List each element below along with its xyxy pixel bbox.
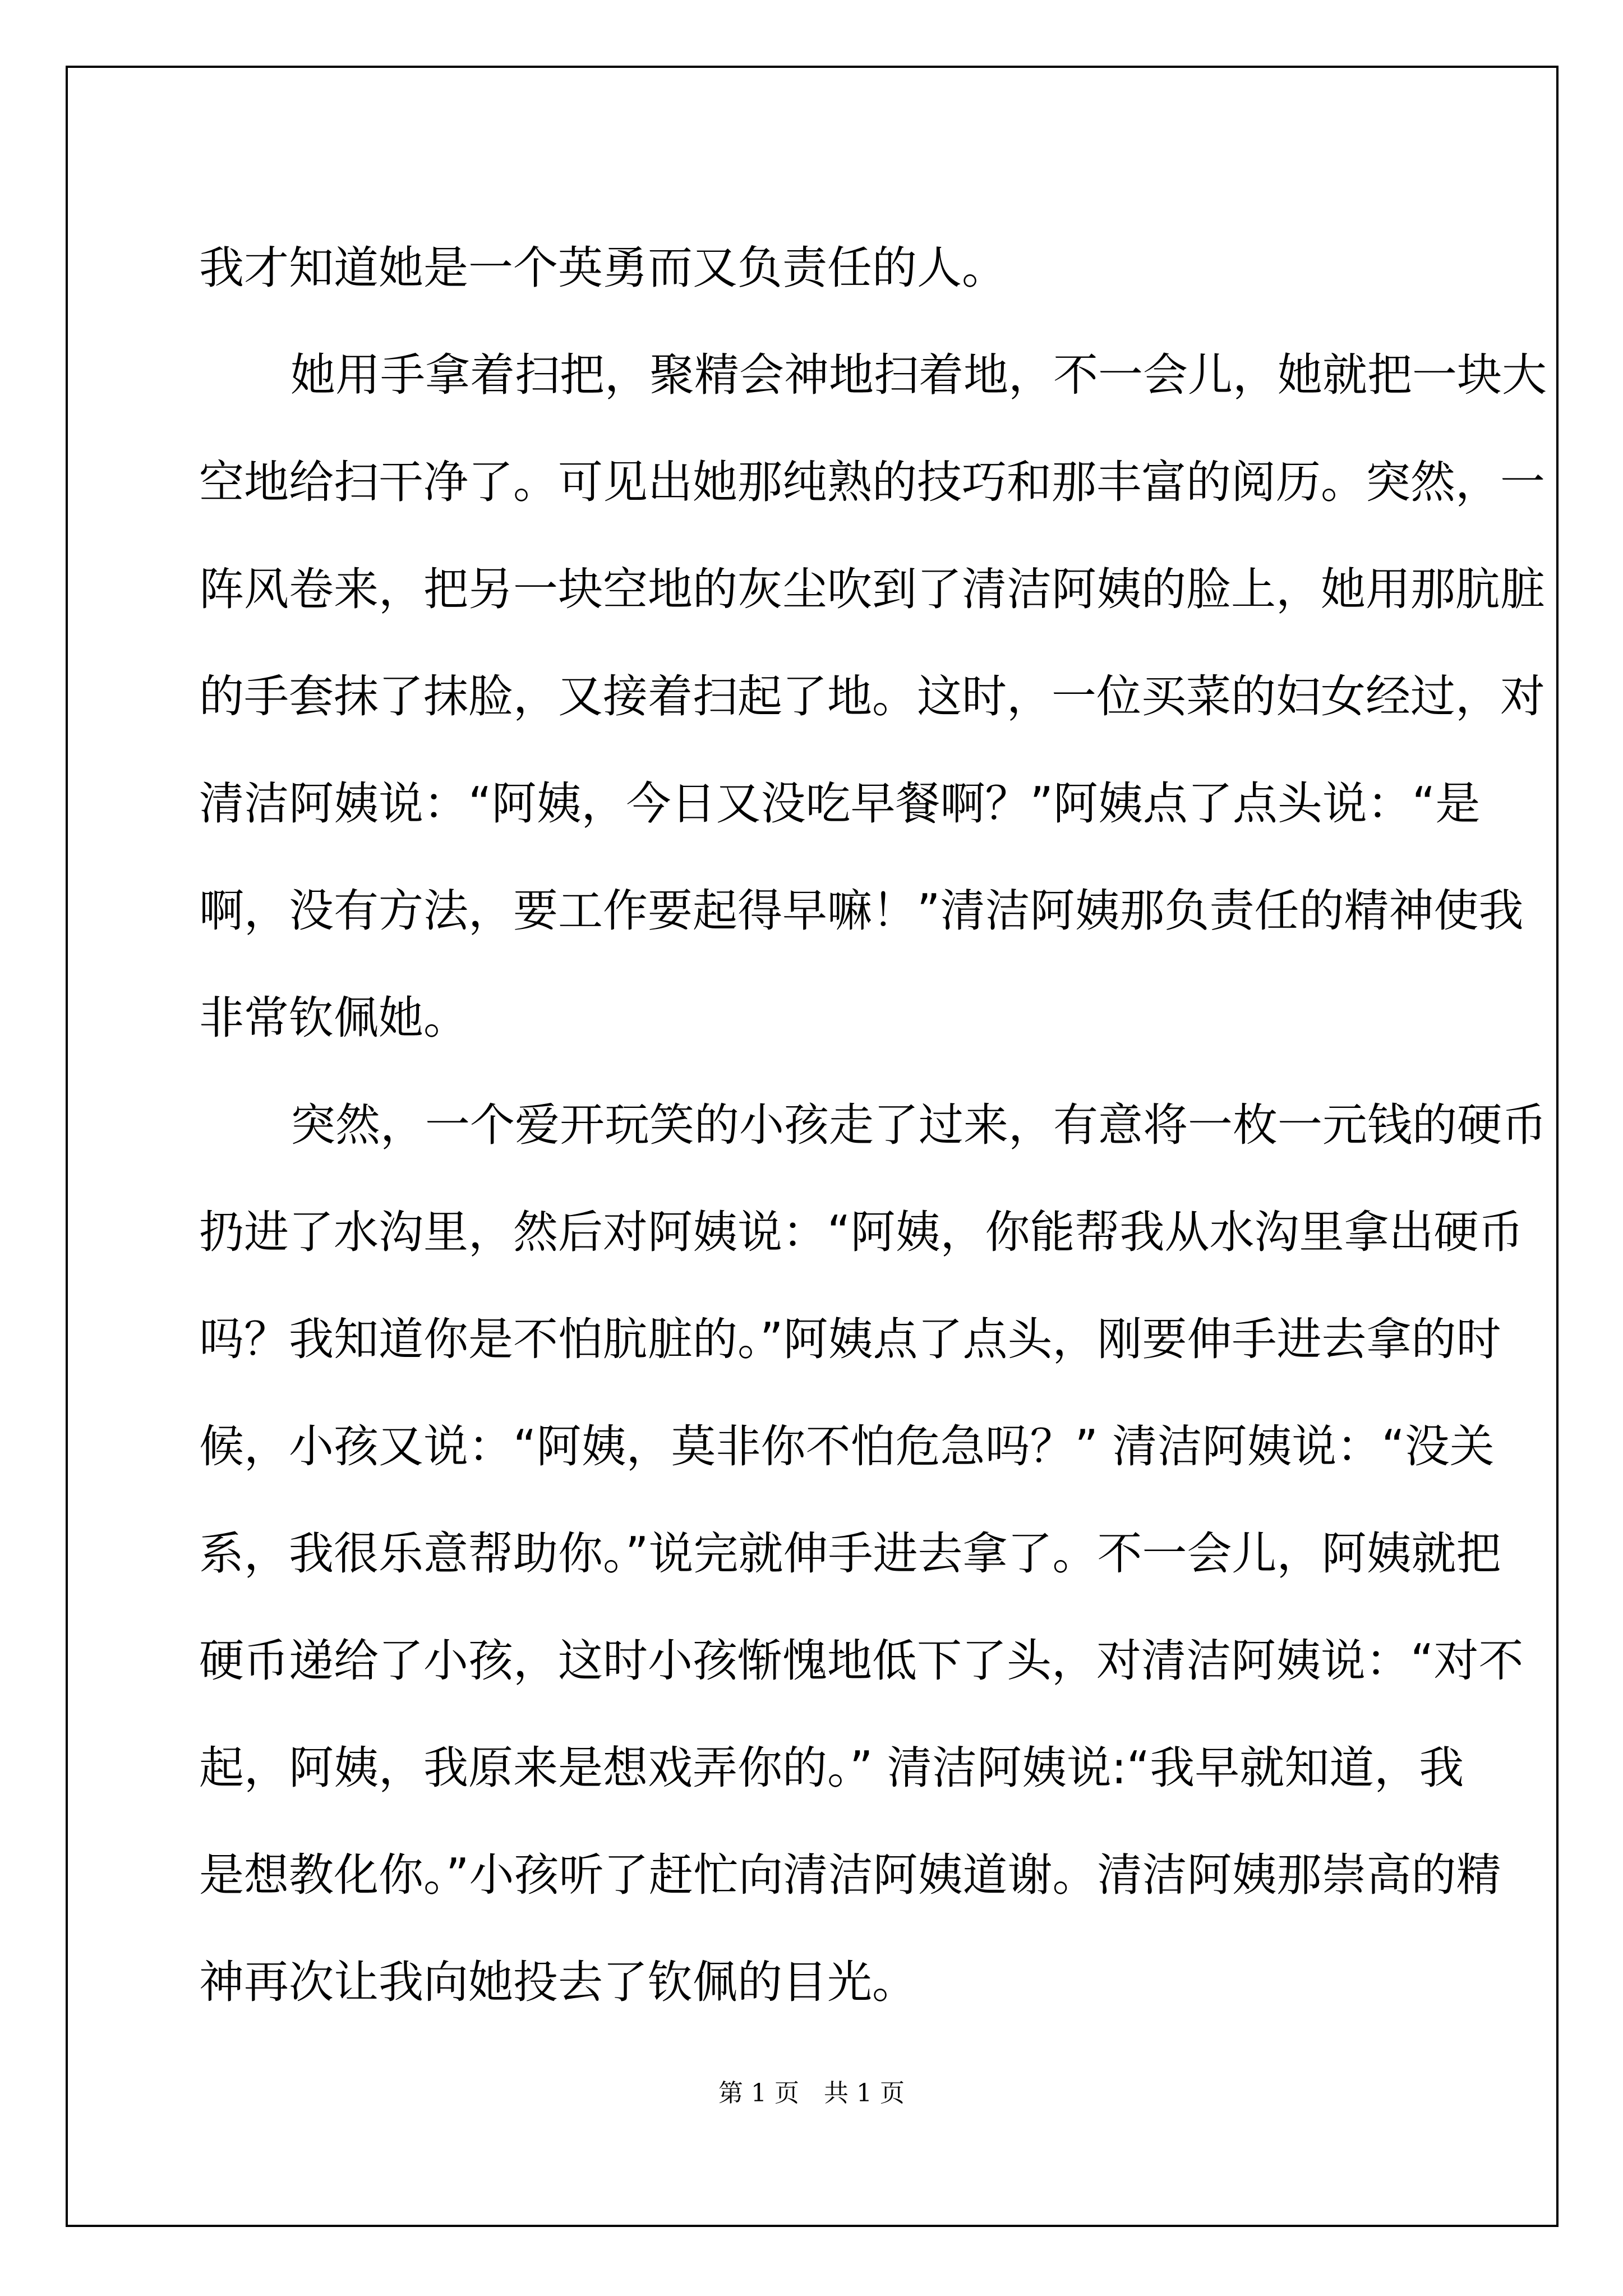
page-footer: 第 1 页 共 1 页 bbox=[718, 2079, 905, 2108]
text-line: 的手套抹了抹脸，又接着扫起了地。这时，一位买菜的妇女经过，对 bbox=[199, 670, 1545, 723]
text-line: 候，小孩又说：“阿姨，莫非你不怕危急吗？” 清洁阿姨说：“没关 bbox=[199, 1420, 1495, 1473]
text-line: 系，我很乐意帮助你。”说完就伸手进去拿了。不一会儿，阿姨就把 bbox=[199, 1527, 1501, 1580]
text-line: 吗？我知道你是不怕肮脏的。”阿姨点了点头，刚要伸手进去拿的时 bbox=[199, 1313, 1501, 1365]
text-line: 扔进了水沟里，然后对阿姨说：“阿姨，你能帮我从水沟里拿出硬币 bbox=[199, 1206, 1524, 1258]
text-line: 空地给扫干净了。可见出她那纯熟的技巧和那丰富的阅历。突然，一 bbox=[199, 456, 1545, 508]
text-line: 啊，没有方法，要工作要起得早嘛！”清洁阿姨那负责任的精神使我 bbox=[199, 885, 1524, 937]
text-line: 神再次让我向她投去了钦佩的目光。 bbox=[199, 1956, 917, 2008]
document-body bbox=[199, 214, 1547, 2036]
text-line: 阵风卷来，把另一块空地的灰尘吹到了清洁阿姨的脸上，她用那肮脏 bbox=[199, 563, 1545, 615]
text-line: 我才知道她是一个英勇而又负责任的人。 bbox=[199, 242, 1007, 294]
text-line: 她用手拿着扫把，聚精会神地扫着地，不一会儿，她就把一块大 bbox=[291, 349, 1547, 401]
text-line: 是想教化你。”小孩听了赶忙向清洁阿姨道谢。清洁阿姨那崇高的精 bbox=[199, 1849, 1501, 1901]
text-line: 突然，一个爱开玩笑的小孩走了过来，有意将一枚一元钱的硬币 bbox=[291, 1099, 1547, 1151]
text-line: 起，阿姨，我原来是想戏弄你的。” 清洁阿姨说:“我早就知道，我 bbox=[199, 1742, 1464, 1794]
text-line: 非常钦佩她。 bbox=[199, 992, 468, 1044]
text-line: 清洁阿姨说：“阿姨，今日又没吃早餐啊？”阿姨点了点头说：“是 bbox=[199, 777, 1481, 830]
text-line: 硬币递给了小孩，这时小孩惭愧地低下了头，对清洁阿姨说：“对不 bbox=[199, 1635, 1524, 1687]
